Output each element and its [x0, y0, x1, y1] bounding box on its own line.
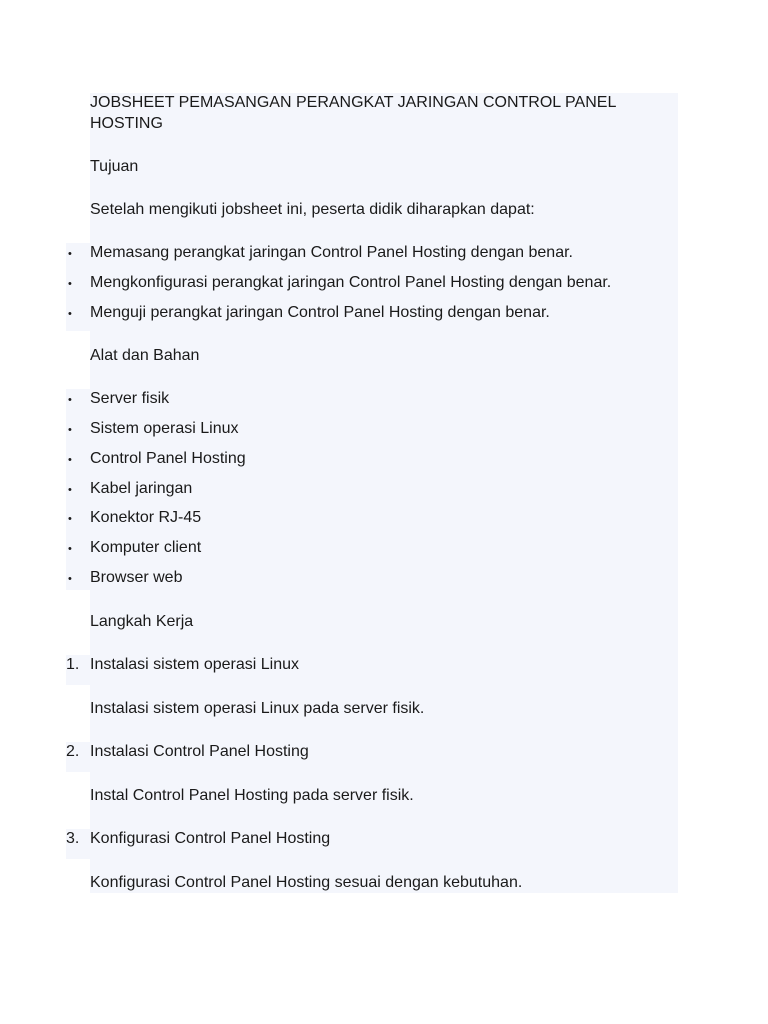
alat-bahan-item: Komputer client: [90, 539, 202, 556]
tujuan-item: Menguji perangkat jaringan Control Panel Hosting dengan benar.: [90, 304, 550, 321]
step-title: Konfigurasi Control Panel Hosting: [90, 830, 331, 847]
bullet-icon: •: [68, 513, 72, 525]
bullet-icon: •: [68, 248, 72, 260]
alat-bahan-item: Browser web: [90, 569, 183, 586]
bullet-icon: •: [68, 278, 72, 290]
step-number: 1.: [66, 656, 80, 673]
section-heading-alat-bahan: Alat dan Bahan: [90, 347, 200, 364]
alat-bahan-item: Sistem operasi Linux: [90, 420, 239, 437]
alat-bahan-item: Control Panel Hosting: [90, 450, 246, 467]
step-number: 2.: [66, 743, 80, 760]
bullet-icon: •: [68, 543, 72, 555]
section-heading-tujuan: Tujuan: [90, 158, 139, 175]
step-detail: Konfigurasi Control Panel Hosting sesuai dengan kebutuhan.: [90, 874, 523, 891]
step-detail: Instalasi sistem operasi Linux pada server fisik.: [90, 700, 425, 717]
bullet-icon: •: [68, 424, 72, 436]
document-title: JOBSHEET PEMASANGAN PERANGKAT JARINGAN CONTROL PANEL HOSTING: [90, 94, 616, 132]
tujuan-item: Mengkonfigurasi perangkat jaringan Control Panel Hosting dengan benar.: [90, 274, 612, 291]
bullet-icon: •: [68, 573, 72, 585]
tujuan-intro: Setelah mengikuti jobsheet ini, peserta didik diharapkan dapat:: [90, 201, 535, 218]
bullet-icon: •: [68, 394, 72, 406]
step-title: Instalasi sistem operasi Linux: [90, 656, 299, 673]
bullet-icon: •: [68, 454, 72, 466]
alat-bahan-item: Kabel jaringan: [90, 480, 193, 497]
step-title: Instalasi Control Panel Hosting: [90, 743, 309, 760]
tujuan-item: Memasang perangkat jaringan Control Panel Hosting dengan benar.: [90, 244, 573, 261]
step-number: 3.: [66, 830, 80, 847]
alat-bahan-item: Konektor RJ-45: [90, 509, 202, 526]
bullet-icon: •: [68, 484, 72, 496]
alat-bahan-item: Server fisik: [90, 390, 170, 407]
section-heading-langkah-kerja: Langkah Kerja: [90, 613, 194, 630]
bullet-icon: •: [68, 308, 72, 320]
step-detail: Instal Control Panel Hosting pada server fisik.: [90, 787, 414, 804]
